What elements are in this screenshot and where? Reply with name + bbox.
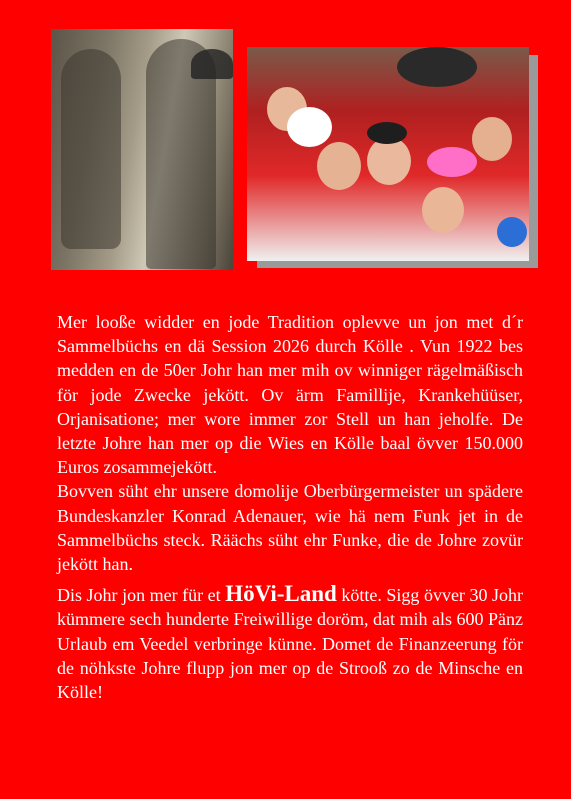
plume-shape bbox=[427, 147, 477, 177]
paragraph-photos: Bovven süht ehr unsere domolije Oberbürgermeister un spädere Bundeskanzler Konrad Adenauer, wie hä nem Funk jet in de Sammelbüchs steck. Räächs süht ehr Funke, die de Johre zovür jekött han. bbox=[57, 481, 523, 575]
hat-shape bbox=[191, 49, 233, 79]
hat-shape bbox=[397, 47, 477, 87]
figure-left-shape bbox=[61, 49, 121, 249]
face-shape bbox=[317, 142, 361, 190]
article-text bbox=[57, 310, 523, 704]
paragraph-history: Mer looße widder en jode Tradition oplevve un jon met d´r Sammelbüchs en dä Session 2026 durch Kölle . Vun 1922 bes medden en de 50er Johr han mer mih ov winniger rägelmäßisch för jode Zwecke jekött. Ov ärm Famillije, Krankehüüser, Orjanisatione; mer wore immer zor Stell un han jeholfe. De letzte Johre han mer op die Wies en Kölle baal övver 150.000 Euros zosammejekött. bbox=[57, 312, 523, 478]
glove-shape bbox=[497, 217, 527, 247]
face-shape bbox=[367, 137, 411, 185]
face-shape bbox=[422, 187, 464, 233]
paragraph-hoevi-land bbox=[57, 582, 523, 704]
plume-shape bbox=[287, 107, 332, 147]
paragraph-hoevi-rest: kötte. Sigg övver 30 Johr kümmere sech hunderte Freiwillige doröm, dat mih als 600 Pänz Urlaub em Veedel verbringe künne. Domet de Finanzeerung för de nöhkste Johre flupp jon mer op de Strooß zo de Minsche en Kölle! bbox=[57, 585, 523, 703]
hat-shape bbox=[367, 122, 407, 144]
paragraph-hoevi-intro: Dis Johr jon mer für et bbox=[57, 585, 226, 606]
historic-photo bbox=[51, 29, 233, 270]
face-shape bbox=[472, 117, 512, 161]
hoevi-land-brand: HöVi-Land bbox=[225, 581, 337, 607]
carnival-photo bbox=[247, 47, 529, 261]
